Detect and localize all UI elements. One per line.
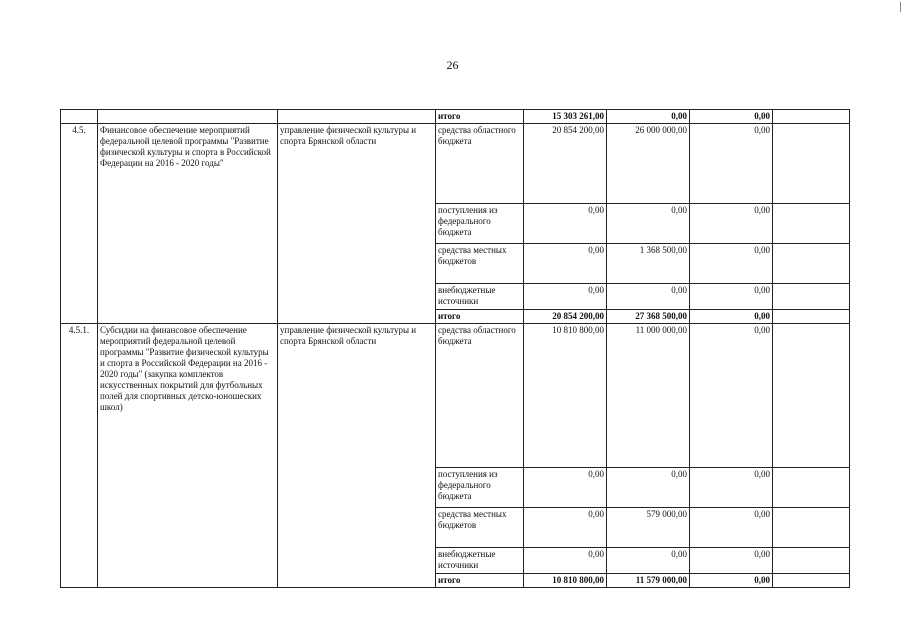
value-cell: 0,00 [690,284,773,310]
empty-cell [773,204,850,244]
name-cell: Финансовое обеспечение мероприятий федеральной целевой программы "Развитие физической культуры и спорта в Российской Федерации на 2016 - 2020 годы" [98,124,278,324]
empty-cell [773,574,850,588]
value-cell: 0,00 [524,204,607,244]
executor-cell: управление физической культуры и спорта Брянской области [278,124,436,324]
name-cell [98,110,278,124]
index-cell: 4.5. [61,124,98,324]
source-cell: средства местных бюджетов [436,244,524,284]
value-cell: 0,00 [524,468,607,508]
value-cell: 0,00 [524,548,607,574]
value-cell: 0,00 [607,468,690,508]
source-cell: поступления из федерального бюджета [436,468,524,508]
value-cell: 0,00 [690,310,773,324]
executor-cell [278,110,436,124]
value-cell: 0,00 [524,508,607,548]
value-cell: 0,00 [690,204,773,244]
value-cell: 0,00 [690,508,773,548]
value-cell: 0,00 [607,548,690,574]
value-cell: 0,00 [690,324,773,468]
value-cell: 1 368 500,00 [607,244,690,284]
empty-cell [773,310,850,324]
empty-cell [773,508,850,548]
value-cell: 0,00 [690,574,773,588]
name-cell: Субсидии на финансовое обеспечение мероприятий федеральной целевой программы "Развитие физической культуры и спорта в Российской Федерации на 2016 - 2020 годы" (закупка комплектов искусственных покрытий для футбольных полей для спортивных детско-юношеских школ) [98,324,278,588]
value-cell: 0,00 [690,244,773,284]
value-cell: 0,00 [607,284,690,310]
empty-cell [773,284,850,310]
value-cell: 0,00 [690,468,773,508]
value-cell: 0,00 [607,204,690,244]
index-cell [61,110,98,124]
table-row [61,124,850,204]
source-cell: внебюджетные источники [436,548,524,574]
table-row [61,324,850,468]
value-cell: 0,00 [690,110,773,124]
table-row [61,110,850,124]
source-cell: средства местных бюджетов [436,508,524,548]
empty-cell [773,468,850,508]
value-cell: 10 810 800,00 [524,324,607,468]
value-cell: 11 000 000,00 [607,324,690,468]
empty-cell [773,324,850,468]
source-cell: итого [436,110,524,124]
budget-table [60,109,850,588]
empty-cell [773,110,850,124]
empty-cell [773,548,850,574]
executor-cell: управление физической культуры и спорта Брянской области [278,324,436,588]
source-cell: средства областного бюджета [436,324,524,468]
value-cell: 27 368 500,00 [607,310,690,324]
edge-mark [900,2,901,12]
source-cell: итого [436,310,524,324]
value-cell: 0,00 [690,548,773,574]
index-cell: 4.5.1. [61,324,98,588]
empty-cell [773,244,850,284]
value-cell: 20 854 200,00 [524,310,607,324]
source-cell: внебюджетные источники [436,284,524,310]
value-cell: 0,00 [524,284,607,310]
value-cell: 15 303 261,00 [524,110,607,124]
source-cell: средства областного бюджета [436,124,524,204]
value-cell: 579 000,00 [607,508,690,548]
value-cell: 10 810 800,00 [524,574,607,588]
value-cell: 0,00 [690,124,773,204]
source-cell: итого [436,574,524,588]
empty-cell [773,124,850,204]
value-cell: 0,00 [524,244,607,284]
value-cell: 0,00 [607,110,690,124]
value-cell: 11 579 000,00 [607,574,690,588]
source-cell: поступления из федерального бюджета [436,204,524,244]
page-number: 26 [446,58,459,72]
value-cell: 20 854 200,00 [524,124,607,204]
value-cell: 26 000 000,00 [607,124,690,204]
